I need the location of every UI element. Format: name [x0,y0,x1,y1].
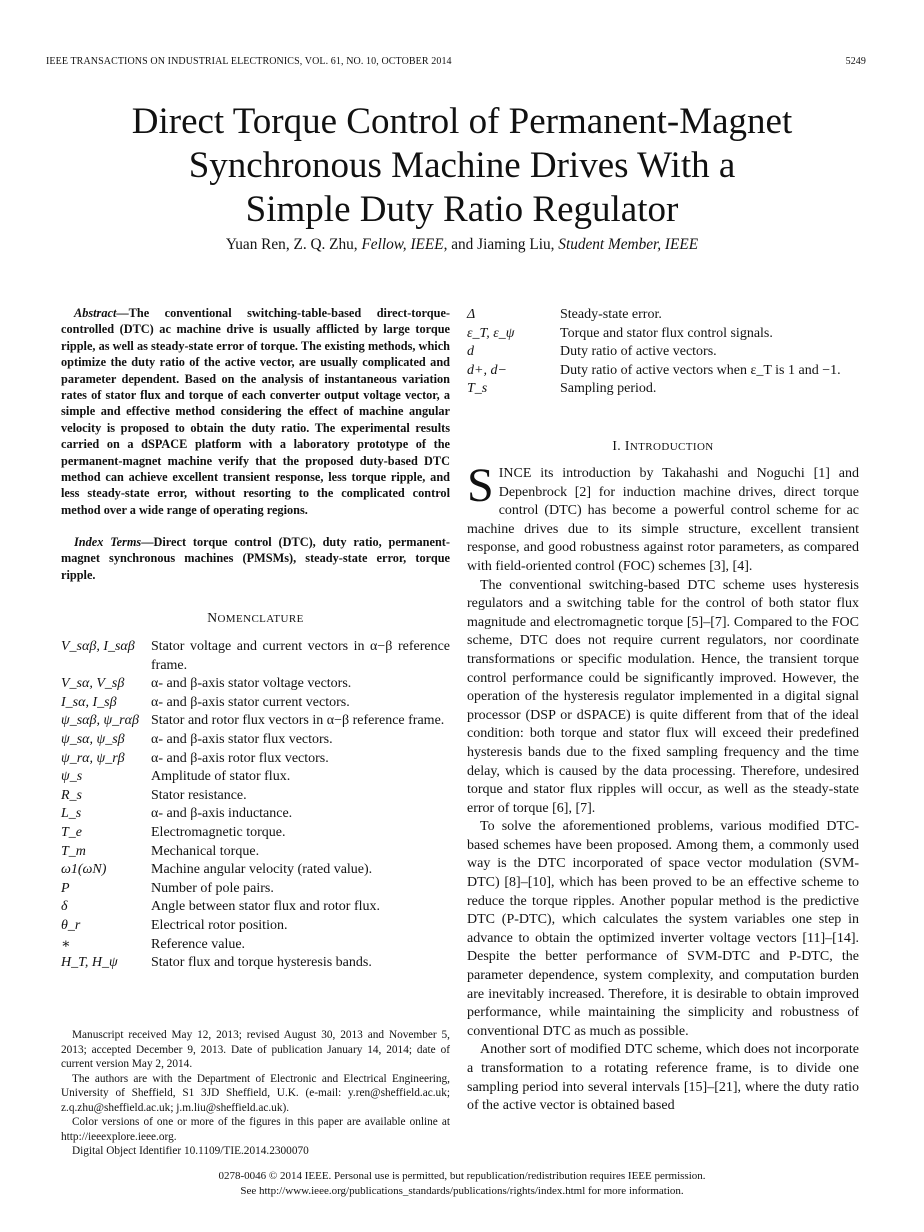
nomenclature-definition: Electrical rotor position. [151,917,288,933]
nomenclature-entry [61,694,450,713]
abstract-label: Abstract [74,306,117,320]
nomenclature-entry [61,675,450,694]
nomenclature-definition: Duty ratio of active vectors. [560,344,717,360]
nomenclature-definition: Amplitude of stator flux. [151,769,291,785]
nomenclature-entry [61,917,450,936]
paragraph: To solve the aforementioned problems, various modified DTC-based schemes have been proposed. Among them, a commonly used way is the DTC incorporated of space vector modulation (SVM-DTC) [8]–[10], which has been proved to be an effective scheme to reduce the torque ripples. Another popular method is the predictive DTC (P-DTC), which calculates the system variables one step in advance to obtain the optimized inverter voltage vectors [11]–[14]. Despite the better performance of SVM-DTC and P-DTC, the parameter dependence, system complexity, and computation burden are inevitably increased. Therefore, it is desirable to obtain improved performance, while maintaining the simplicity and robustness of conventional DTC as much as possible. [467,819,859,1039]
journal-name: IEEE TRANSACTIONS ON INDUSTRIAL ELECTRONICS, VOL. 61, NO. 10, OCTOBER 2014 [46,56,452,67]
nomenclature-entry [61,731,450,750]
nomenclature-symbol: ∗ [61,936,71,952]
nomenclature-symbol: ε_T, ε_ψ [467,325,515,341]
nomenclature-symbol: H_T, H_ψ [61,955,118,971]
nomenclature-definition: α- and β-axis rotor flux vectors. [151,750,329,766]
nomenclature-entry [61,750,450,769]
nomenclature-symbol: Δ [467,307,476,322]
nomenclature-symbol: ω1(ωN) [61,862,107,878]
nomenclature-entry [467,343,859,362]
nomenclature-symbol: ψ_sαβ, ψ_rαβ [61,713,139,729]
nomenclature-symbol: T_e [61,824,82,840]
nomenclature-symbol: P [61,880,70,896]
abstract [61,305,450,518]
nomenclature-entry [61,712,450,731]
footnote-paragraph: Color versions of one or more of the figures in this paper are available online at http://ieeexplore.ieee.org. [61,1116,450,1143]
nomenclature-symbol: ψ_rα, ψ_rβ [61,750,125,766]
paragraph: The conventional switching-based DTC scheme uses hysteresis regulators and a switching table for the control of both stator flux magnitude and electromagnetic torque [5]–[7]. Compared to the FOC scheme, DTC does not require current regulators, nor coordinate transformations or specific modulation. Hence, the transient torque control performance could be significantly improved. However, the operation of the hysteresis regulator implemented in a digital signal processor (DSP or dSPACE) is quite different from that of the ideal condition: both torque and stator flux will exceed their predefined hysteresis bands due to the fixed sampling frequency and the time delay, which is caused by the data processing. Therefore, undesired torque and stator flux ripples will occur, as well as the steady-state error of torque [6], [7]. [467,577,859,816]
nomenclature-symbol: d+, d− [467,362,507,378]
nomenclature-definition: Electromagnetic torque. [151,824,286,840]
index-terms [61,534,450,583]
nomenclature-entry [467,306,859,325]
nomenclature-symbol: I_sα, I_sβ [61,694,117,710]
nomenclature-symbol: R_s [61,787,82,803]
nomenclature-symbol: θ_r [61,917,81,933]
nomenclature-list [61,638,450,973]
title-line: Simple Duty Ratio Regulator [245,189,679,230]
nomenclature-definition: Machine angular velocity (rated value). [151,862,373,878]
author-names: Yuan Ren, Z. Q. Zhu, [225,236,362,253]
nomenclature-definition: Sampling period. [560,381,657,397]
page-number: 5249 [845,56,866,67]
nomenclature-symbol: L_s [61,806,82,822]
nomenclature-entry [61,768,450,787]
nomenclature-entry [61,787,450,806]
nomenclature-symbol: V_sαβ, I_sαβ [61,639,135,654]
nomenclature-definition: α- and β-axis stator flux vectors. [151,731,333,747]
nomenclature-list-continued [467,306,859,399]
paragraph: SINCE its introduction by Takahashi and Noguchi [1] and Depenbrock [2] for induction machine drives, direct torque control (DTC) has become a powerful control scheme for ac machine drives due to its simple structure, excellent transient response, and good robustness against rotor parameters, as compared with field-oriented control (FOC) schemes [3], [4]. [467,459,859,574]
footnote [61,1028,450,1159]
nomenclature-definition: Number of pole pairs. [151,880,274,896]
nomenclature-definition: Stator resistance. [151,787,247,803]
copyright-line: See http://www.ieee.org/publications_standards/publications/rights/index.html for more information. [240,1184,684,1197]
footnote-paragraph: The authors are with the Department of Electronic and Electrical Engineering, University of Sheffield, S1 3JD Sheffield, U.K. (e-mail: y.ren@sheffield.ac.uk; z.q.zhu@sheffield.ac.uk; j.m.liu@sheffield.ac.uk). [61,1072,450,1114]
nomenclature-entry [61,824,450,843]
nomenclature-definition: α- and β-axis stator voltage vectors. [151,676,352,692]
drop-cap: S [467,459,494,512]
nomenclature-definition: α- and β-axis inductance. [151,806,293,822]
nomenclature-symbol: d [467,344,474,360]
nomenclature-symbol: ψ_s [61,769,83,785]
nomenclature-entry [61,861,450,880]
copyright-line: 0278-0046 © 2014 IEEE. Personal use is permitted, but republication/redistribution requires IEEE permission. [218,1170,706,1182]
nomenclature-definition: Steady-state error. [560,307,662,322]
lead-in: INCE [498,466,532,481]
nomenclature-entry [61,843,450,862]
nomenclature-entry [467,380,859,399]
nomenclature-entry [61,638,450,675]
introduction-heading: I. INTRODUCTION [612,438,714,453]
footnote-paragraph: Digital Object Identifier 10.1109/TIE.2014.2300070 [72,1145,309,1157]
nomenclature-heading: NOMENCLATURE [207,610,304,625]
nomenclature-definition: Duty ratio of active vectors when ε_T is 1 and −1. [560,362,841,378]
abstract-text: —The conventional switching-table-based direct-torque-controlled (DTC) ac machine drive is usually afflicted by large torque ripple, as well as steady-state error of torque. The existing methods, which optimize the duty ratio of the active vector, are usually complicated and parameter dependent. Based on the analysis of instantaneous variation rates of stator flux and torque of each converter output voltage vector, a simple and effective method considering the effect of machine angular velocity is proposed to obtain the duty ratio. The experimental results carried on a dSPACE platform with a laboratory prototype of the permanent-magnet machine verify that the proposed duty-based DTC method can achieve excellent transient response, less torque ripple, and less steady-state error, without resorting to the complicated control method over a wide range of operating regions. [61,306,450,517]
author-grade: Fellow, IEEE [361,236,444,253]
nomenclature-definition: Stator voltage and current vectors in α−β reference frame. [151,639,450,673]
nomenclature-symbol: ψ_sα, ψ_sβ [61,731,125,747]
nomenclature-entry [61,898,450,917]
nomenclature-entry [61,805,450,824]
nomenclature-definition: α- and β-axis stator current vectors. [151,694,350,710]
nomenclature-entry [467,362,859,381]
author-grade: Student Member, IEEE [558,236,699,253]
nomenclature-definition: Angle between stator flux and rotor flux. [151,899,380,915]
nomenclature-symbol: δ [61,899,68,915]
title-line: Synchronous Machine Drives With a [188,145,736,186]
copyright-notice [46,1169,878,1198]
paper-title [60,100,864,232]
nomenclature-definition: Stator and rotor flux vectors in α−β reference frame. [151,713,445,729]
nomenclature-symbol: T_m [61,843,86,859]
author-list [60,236,864,254]
nomenclature-entry [61,954,450,973]
nomenclature-entry [61,880,450,899]
nomenclature-symbol: T_s [467,381,488,397]
paragraph: Another sort of modified DTC scheme, which does not incorporate a transformation to a rotating reference frame, is to divide one sampling period into several intervals [15]–[21], where the duty ratio of the active vector is obtained based [467,1042,859,1114]
nomenclature-entry [467,325,859,344]
author-names: , and Jiaming Liu, [443,236,559,253]
nomenclature-definition: Torque and stator flux control signals. [560,325,773,341]
index-terms-text: —Direct torque control (DTC), duty ratio, permanent-magnet synchronous machines (PMSMs), steady-state error, torque ripple. [61,535,450,582]
footnote-paragraph: Manuscript received May 12, 2013; revised August 30, 2013 and November 5, 2013; accepted December 9, 2013. Date of publication January 14, 2014; date of current version May 2, 2014. [61,1029,450,1070]
introduction-body [467,459,859,1116]
nomenclature-definition: Reference value. [151,936,246,952]
title-line: Direct Torque Control of Permanent-Magnet [131,101,793,142]
nomenclature-definition: Mechanical torque. [151,843,260,859]
nomenclature-symbol: V_sα, V_sβ [61,676,125,692]
running-header [46,56,866,67]
index-terms-label: Index Terms [74,535,142,549]
nomenclature-definition: Stator flux and torque hysteresis bands. [151,955,372,971]
nomenclature-entry [61,936,450,955]
